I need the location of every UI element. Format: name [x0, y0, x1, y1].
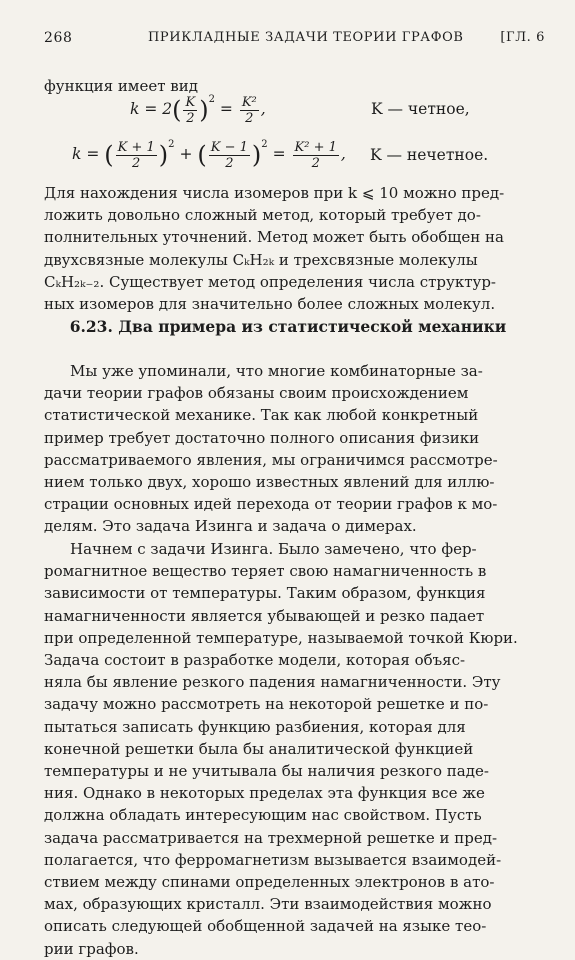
text-line: рассматриваемого явления, мы ограничимся рассмотре-: [44, 450, 498, 469]
text-line: Начнем с задачи Изинга. Было замечено, что фер-: [70, 540, 477, 558]
condition-odd: K — нечетное.: [370, 146, 489, 164]
text-line: полагается, что ферромагнетизм вызывается взаимодей-: [44, 850, 502, 869]
text-line: задача рассматривается на трехмерной решетке и пред-: [44, 828, 498, 847]
text-line: описать следующей обобщенной задачей на языке тео-: [44, 917, 487, 936]
fraction: $\frac{\text{K² + 1}}{2}$: [294, 139, 337, 171]
text-line: функция имеет вид: [44, 77, 198, 95]
text-line: двухсвязные молекулы CₖH₂ₖ и трехсвязные молекулы: [44, 250, 478, 269]
text-line: Мы уже упоминали, что многие комбинаторные за-: [70, 362, 483, 380]
intro-line: [44, 75, 532, 97]
text-line: ствием между спинами определенных электронов в ато-: [44, 873, 495, 892]
condition-even: K — четное,: [371, 100, 470, 118]
text-line: няла бы явление резкого падения намагниченности. Эту: [44, 673, 501, 692]
page-number: 268: [44, 30, 73, 46]
text-line: ложить довольно сложный метод, который требует до-: [44, 206, 481, 225]
exponent: 2: [208, 94, 215, 105]
text-line: статистической механике. Так как любой конкретный: [44, 406, 479, 425]
text-line: должна обладать интересующим нас свойством. Пусть: [44, 806, 482, 825]
text-line: ромагнитное вещество теряет свою намагниченность в: [44, 562, 487, 581]
text-line: пытаться записать функцию разбиения, которая для: [44, 717, 466, 736]
text-line: ния. Однако в некоторых пределах эта функция все же: [44, 784, 485, 803]
fraction: $\frac{\text{K²}}{2}$: [241, 94, 257, 126]
chapter-label: [ГЛ. 6: [500, 30, 545, 45]
formula-lhs: k =: [72, 145, 100, 163]
formula-lhs: k = 2: [130, 100, 173, 118]
text-line: CₖH₂ₖ₋₂. Существует метод определения числа структур-: [44, 272, 496, 291]
text-line: полнительных уточнений. Метод может быть обобщен на: [44, 228, 504, 247]
text-line: дачи теории графов обязаны своим происхождением: [44, 384, 469, 403]
running-title: ПРИКЛАДНЫЕ ЗАДАЧИ ТЕОРИИ ГРАФОВ: [148, 30, 464, 45]
text-line: задачу можно рассмотреть на некоторой решетке и по-: [44, 695, 489, 714]
formula-odd: k = ( $\frac{K + 1}{2}$ )$^2$ + ( $\frac{K - 1}{2}$ )$^2$ = $\frac{\text{K² + 1}}{2}$ ,: [72, 139, 346, 171]
page-header: [44, 30, 545, 50]
fraction: $\frac{K}{2}$: [185, 94, 196, 126]
text-line: температуры и не учитывала бы наличия резкого паде-: [44, 762, 489, 781]
text-line: конечной решетки была бы аналитической функцией: [44, 739, 474, 758]
section-heading: 6.23. Два примера из статистической механики: [69, 317, 507, 336]
text-line: делям. Это задача Изинга и задача о димерах.: [44, 517, 417, 536]
formula-even: k = 2( $\frac{K}{2}$ )$^2$ = $\frac{\text{K²}}{2}$ ,: [130, 94, 266, 126]
fraction: $\frac{K + 1}{2}$: [117, 139, 155, 171]
text-line: Задача состоит в разработке модели, которая объяс-: [44, 651, 466, 670]
text-line: ных изомеров для значительно более сложных молекул.: [44, 295, 496, 314]
paragraph-1: [44, 182, 532, 315]
text-line: пример требует достаточно полного описания физики: [44, 428, 480, 447]
fraction: $\frac{K - 1}{2}$: [210, 139, 248, 171]
paragraph-2: [44, 360, 532, 538]
text-line: Для нахождения числа изомеров при k ⩽ 10 можно пред-: [44, 184, 505, 202]
paragraph-3: [44, 538, 532, 960]
text-line: намагниченности является убывающей и резко падает: [44, 606, 485, 625]
text-line: зависимости от температуры. Таким образом, функция: [44, 584, 486, 603]
text-line: нием только двух, хорошо известных явлений для иллю-: [44, 473, 495, 492]
text-line: рии графов.: [44, 939, 139, 958]
text-line: мах, образующих кристалл. Эти взаимодействия можно: [44, 895, 492, 914]
text-line: страции основных идей перехода от теории графов к мо-: [44, 495, 498, 514]
text-line: при определенной температуре, называемой точкой Кюри.: [44, 628, 518, 647]
